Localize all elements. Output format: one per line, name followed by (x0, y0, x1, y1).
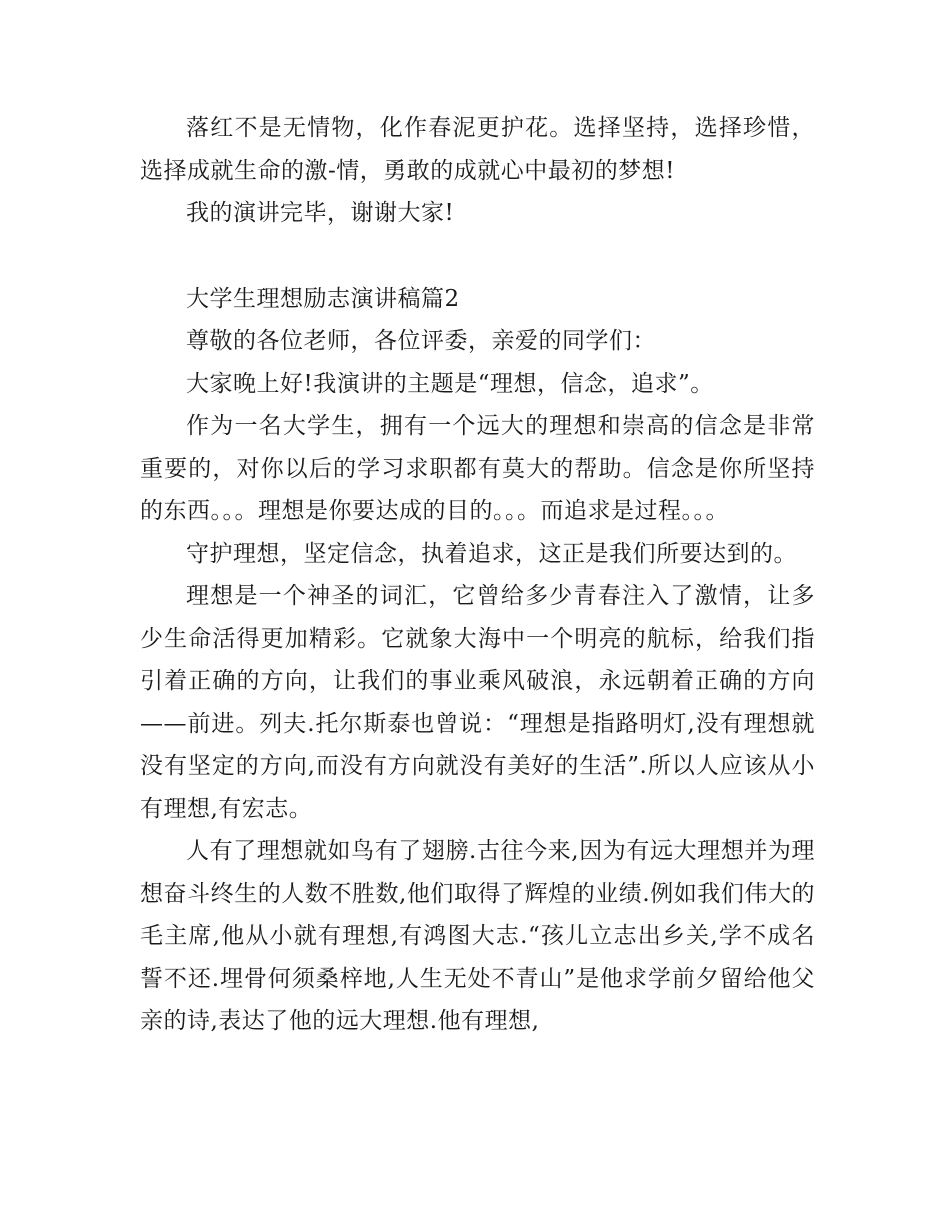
document-body (140, 107, 815, 1043)
paragraph-closing-quote: 落红不是无情物，化作春泥更护花。选择坚持，选择珍惜，选择成就生命的激-情，勇敢的成就心中最初的梦想! (140, 115, 815, 184)
section-title: 大学生理想励志演讲稿篇2 (186, 285, 460, 312)
section-gap (140, 235, 815, 278)
paragraph-importance: 作为一名大学生，拥有一个远大的理想和崇高的信念是非常重要的，对你以后的学习求职都有莫大的帮助。信念是你所坚持的东西。。。理想是你要达成的目的。。。而追求是过程。。。 (140, 413, 815, 524)
paragraph-wings: 人有了理想就如鸟有了翅膀.古往今来,因为有远大理想并为理想奋斗终生的人数不胜数,他们取得了辉煌的业绩.例如我们伟大的毛主席,他从小就有理想,有鸿图大志.“孩儿立志出乡关,学不成名誓不还.埋骨何须桑梓地,人生无处不青山”是他求学前夕留给他父亲的诗,表达了他的远大理想.他有理想, (140, 838, 815, 1034)
paragraph-guard-ideal: 守护理想，坚定信念，执着追求，这正是我们所要达到的。 (186, 540, 797, 567)
paragraph-greeting: 尊敬的各位老师，各位评委，亲爱的同学们： (186, 328, 656, 354)
paragraph-topic: 大家晚上好!我演讲的主题是“理想，信念，追求”。 (186, 370, 714, 397)
paragraph-closing-thanks: 我的演讲完毕，谢谢大家! (186, 200, 455, 226)
paragraph-sacred-word: 理想是一个神圣的词汇，它曾给多少青春注入了激情，让多少生命活得更加精彩。它就象大海中一个明亮的航标，给我们指引着正确的方向，让我们的事业乘风破浪，永远朝着正确的方向——前进。列夫.托尔斯泰也曾说：“理想是指路明灯,没有理想就没有坚定的方向,而没有方向就没有美好的生活”.所以人应该从小有理想,有宏志。 (140, 583, 815, 822)
